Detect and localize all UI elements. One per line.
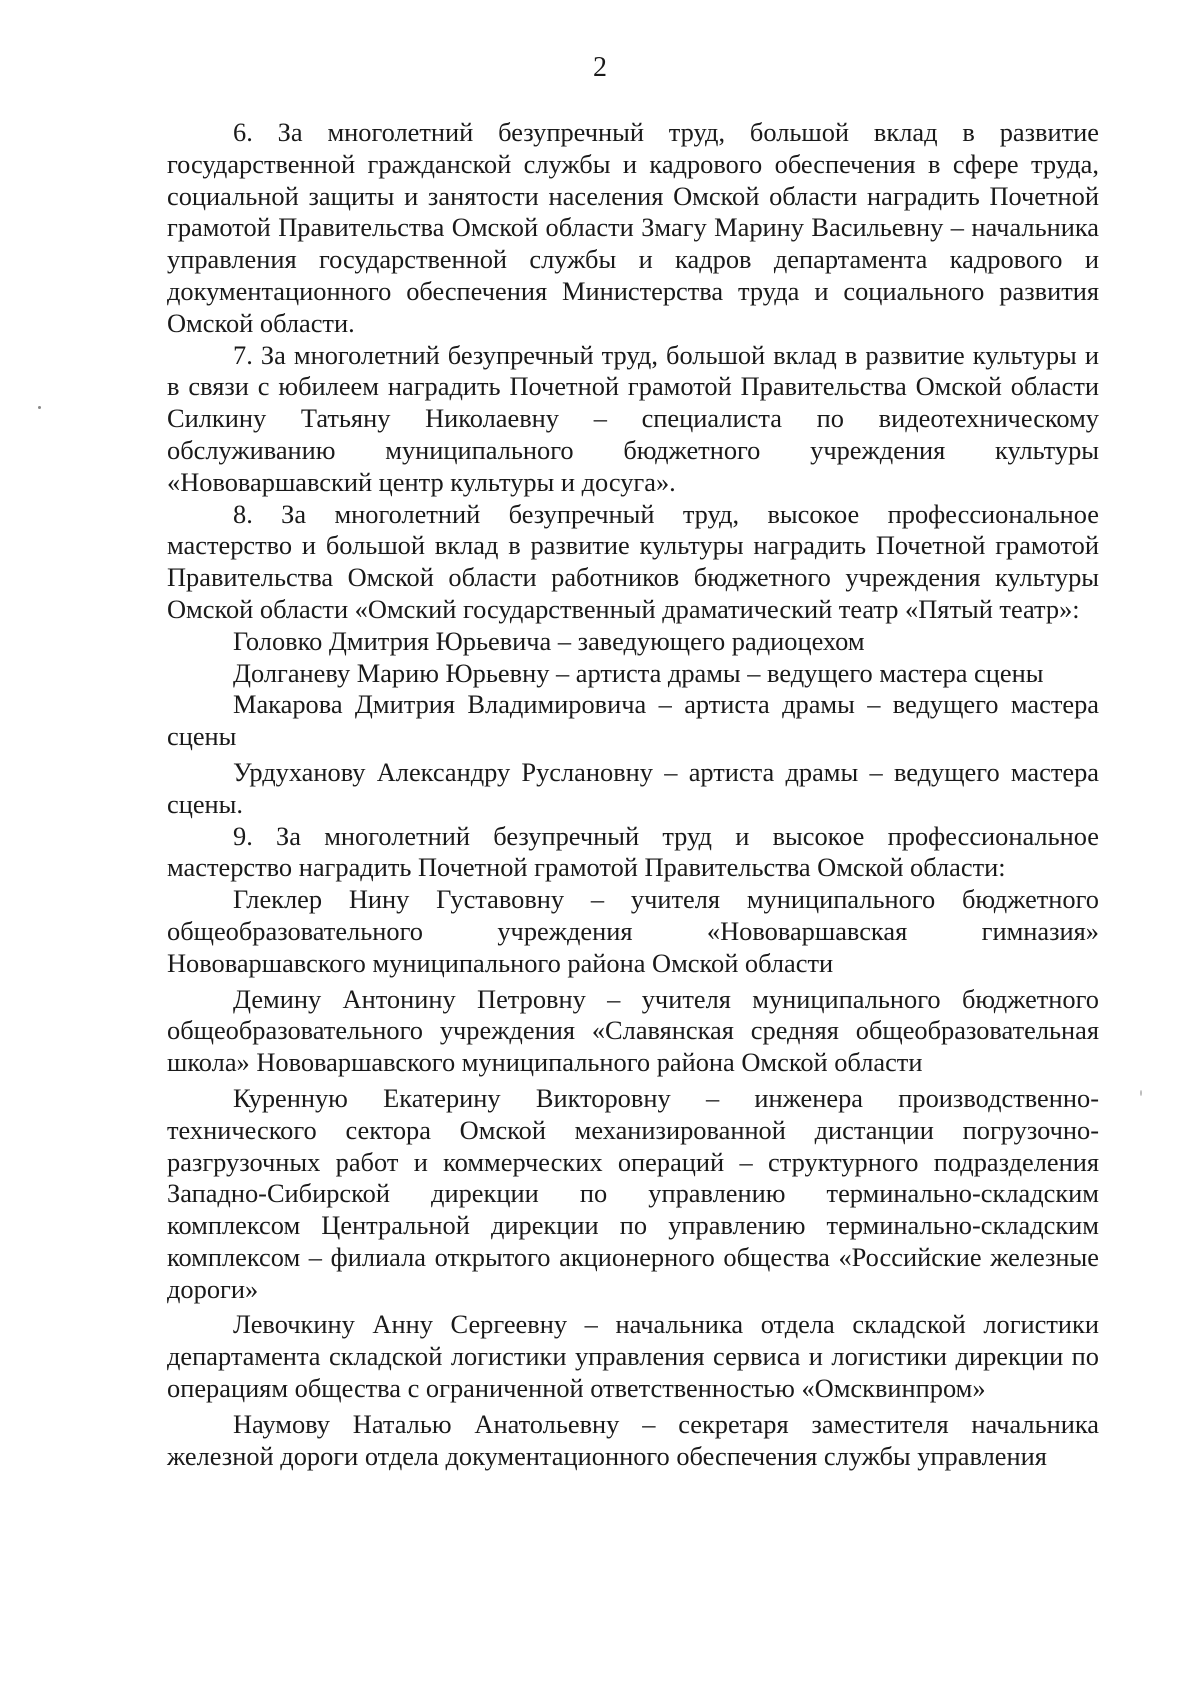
scan-speck <box>1140 1090 1142 1096</box>
awardee-entry: Глеклер Нину Густавовну – учителя муниципального бюджетного общеобразовательного учреждения «Нововаршавская гимназия» Нововаршавского муниципального района Омской области <box>167 884 1099 978</box>
awardee-entry: Куренную Екатерину Викторовну – инженера производственно-технического сектора Омской механизированной дистанции погрузочно-разгрузочных работ и коммерческих операций – структурного подразделения Западно-Сибирской дирекции по управлению терминально-складским комплексом Центральной дирекции по управлению терминально-складским комплексом – филиала открытого акционерного общества «Российские железные дороги» <box>167 1082 1099 1304</box>
awardee-entry: Демину Антонину Петровну – учителя муниципального бюджетного общеобразовательного учреждения «Славянская средняя общеобразовательная школа» Нововаршавского муниципального района Омской области <box>167 983 1099 1078</box>
document-body <box>167 117 1099 1472</box>
awardee-entry: Урдуханову Александру Руслановну – артиста драмы – ведущего мастера сцены. <box>167 756 1099 819</box>
awardee-entry: Макарова Дмитрия Владимировича – артиста драмы – ведущего мастера сцены <box>167 689 1099 752</box>
paragraph-item-7: 7. За многолетний безупречный труд, большой вклад в развитие культуры и в связи с юбилеем наградить Почетной грамотой Правительства Омской области Силкину Татьяну Николаевну – специалиста по видеотехническому обслуживанию муниципального бюджетного учреждения культуры «Нововаршавский центр культуры и досуга». <box>167 339 1099 497</box>
awardee-entry: Головко Дмитрия Юрьевича – заведующего радиоцехом <box>233 625 865 656</box>
paragraph-item-9: 9. За многолетний безупречный труд и высокое профессиональное мастерство наградить Почетной грамотой Правительства Омской области: <box>167 820 1099 883</box>
awardee-entry: Левочкину Анну Сергеевну – начальника отдела складской логистики департамента складской логистики управления сервиса и логистики дирекции по операциям общества с ограниченной ответственностью «Омсквинпром» <box>167 1309 1099 1404</box>
awardee-entry: Долганеву Марию Юрьевну – артиста драмы – ведущего мастера сцены <box>233 657 1044 688</box>
awardee-entry: Наумову Наталью Анатольевну – секретаря заместителя начальника железной дороги отдела документационного обеспечения службы управления <box>167 1408 1099 1471</box>
paragraph-item-6: 6. За многолетний безупречный труд, большой вклад в развитие государственной гражданской службы и кадрового обеспечения в сфере труда, социальной защиты и занятости населения Омской области наградить Почетной грамотой Правительства Омской области Змагу Марину Васильевну – начальника управления государственной службы и кадров департамента кадрового и документационного обеспечения Министерства труда и социального развития Омской области. <box>167 117 1099 338</box>
paragraph-item-8: 8. За многолетний безупречный труд, высокое профессиональное мастерство и большой вклад в развитие культуры наградить Почетной грамотой Правительства Омской области работников бюджетного учреждения культуры Омской области «Омский государственный драматический театр «Пятый театр»: <box>167 498 1099 624</box>
page-number: 2 <box>593 52 607 83</box>
scan-speck <box>38 406 41 409</box>
